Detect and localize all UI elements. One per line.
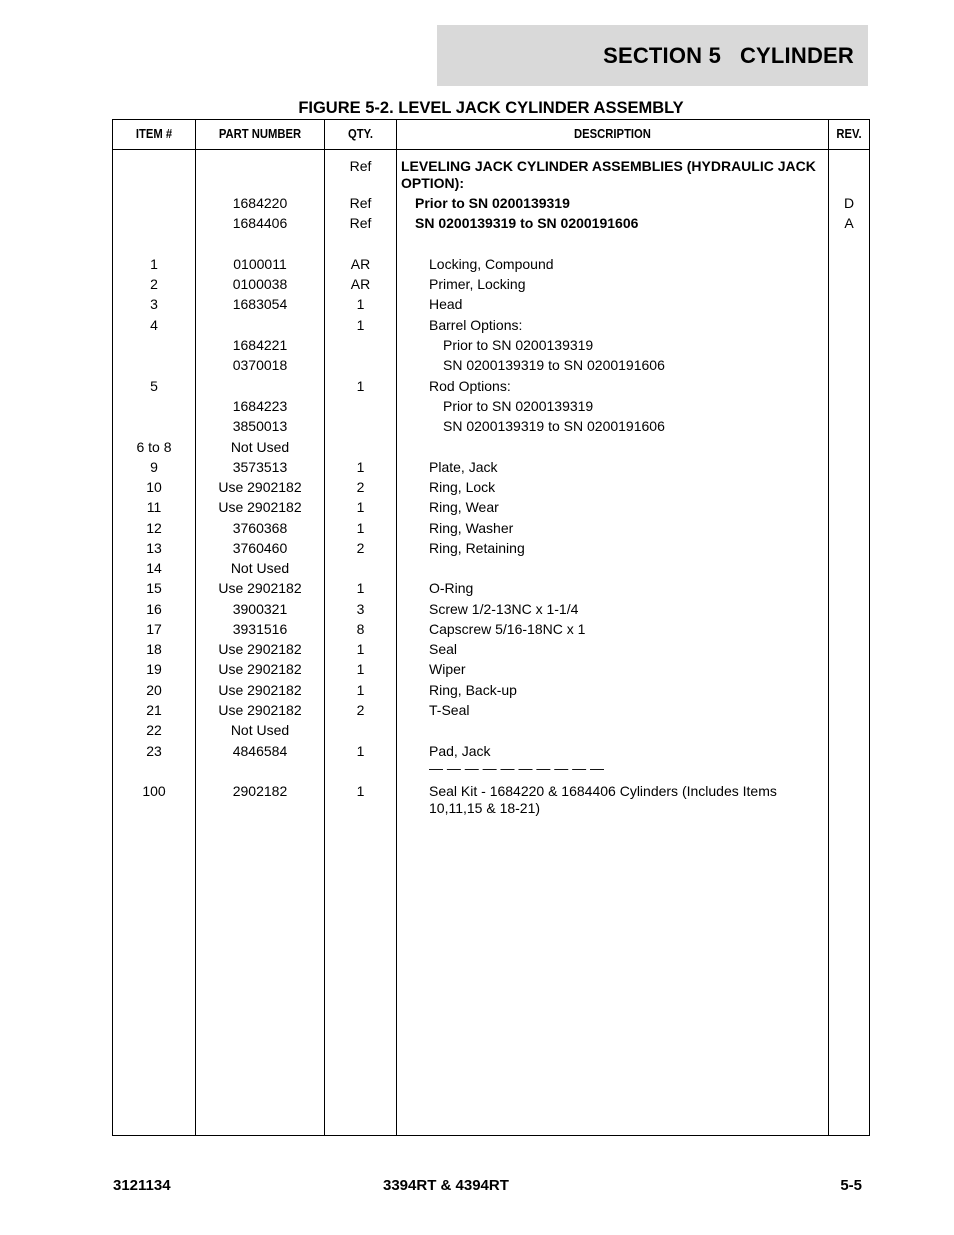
item-cell: 5 (150, 378, 158, 394)
part-number-cell: 0100011 (233, 256, 287, 272)
part-number-cell: Use 2902182 (218, 580, 302, 596)
item-cell: 15 (146, 580, 162, 596)
rev-cell: A (844, 215, 854, 231)
qty-cell: 8 (356, 621, 365, 637)
item-cell: 6 to 8 (136, 439, 172, 455)
description-cell: Prior to SN 0200139319 (443, 337, 594, 353)
item-cell: 17 (146, 621, 162, 637)
description-cell: T-Seal (429, 702, 470, 718)
description-cell: Screw 1/2-13NC x 1-1/4 (429, 601, 579, 617)
column-divider (828, 120, 829, 1135)
description-cell: Ring, Lock (429, 479, 496, 495)
part-number-cell: 0100038 (232, 276, 288, 292)
item-cell: 13 (146, 540, 162, 556)
item-cell: 19 (146, 661, 162, 677)
part-number-cell: Use 2902182 (218, 702, 302, 718)
part-number-cell: Not Used (230, 722, 290, 738)
header-divider (113, 149, 869, 150)
qty-cell: 2 (356, 540, 365, 556)
item-cell: 14 (146, 560, 162, 576)
qty-cell: 3 (356, 601, 365, 617)
item-cell: 20 (146, 682, 162, 698)
part-number-cell: 0370018 (232, 357, 288, 373)
qty-cell: 1 (356, 641, 365, 657)
part-number-cell: Use 2902182 (218, 499, 302, 515)
description-cell: Plate, Jack (429, 459, 498, 475)
header-rev: REV. (836, 127, 862, 141)
description-cell: Prior to SN 0200139319 (443, 398, 594, 414)
item-cell: 100 (142, 783, 166, 799)
qty-cell: 1 (356, 499, 365, 515)
description-cell: Seal Kit - 1684220 & 1684406 Cylinders (Includes Items 10,11,15 & 18-21) (429, 783, 777, 816)
qty-cell: 2 (356, 479, 365, 495)
footer-doc-number: 3121134 (113, 1177, 171, 1194)
part-number-cell: Use 2902182 (218, 479, 302, 495)
parts-table (112, 119, 870, 1136)
part-number-cell: 3900321 (232, 601, 288, 617)
qty-cell: 1 (356, 783, 365, 799)
item-cell: 12 (146, 520, 162, 536)
item-cell: 10 (146, 479, 162, 495)
qty-cell: AR (350, 276, 371, 292)
description-cell: SN 0200139319 to SN 0200191606 (443, 357, 665, 373)
description-cell: Rod Options: (429, 378, 511, 394)
description-cell: Barrel Options: (429, 317, 523, 333)
description-cell: LEVELING JACK CYLINDER ASSEMBLIES (HYDRAULIC JACK OPTION): (401, 158, 816, 191)
item-cell: 3 (150, 296, 158, 312)
item-cell: 9 (150, 459, 158, 475)
description-cell: Seal (429, 641, 458, 657)
item-cell: 2 (150, 276, 158, 292)
part-number-cell: 1683054 (232, 296, 288, 312)
item-cell: 21 (146, 702, 162, 718)
item-cell: 23 (146, 743, 162, 759)
footer-model: 3394RT & 4394RT (383, 1177, 509, 1194)
item-cell: 1 (150, 256, 158, 272)
qty-cell: Ref (349, 195, 372, 211)
qty-cell: 1 (356, 296, 365, 312)
item-cell: 22 (146, 722, 162, 738)
qty-cell: 1 (356, 743, 365, 759)
part-number-cell: Use 2902182 (218, 661, 302, 677)
part-number-cell: 1684223 (232, 398, 288, 414)
part-number-cell: 2902182 (232, 783, 288, 799)
qty-cell: Ref (349, 215, 372, 231)
part-number-cell: 3760368 (232, 520, 288, 536)
part-number-cell: 1684406 (232, 215, 288, 231)
qty-cell: 1 (356, 378, 365, 394)
part-number-cell: Not Used (230, 439, 290, 455)
part-number-cell: 1684220 (232, 195, 288, 211)
qty-cell: 1 (356, 682, 365, 698)
header-item: ITEM # (135, 127, 173, 141)
description-cell: Pad, Jack (429, 743, 491, 759)
qty-cell: Ref (349, 158, 372, 174)
description-cell: SN 0200139319 to SN 0200191606 (443, 418, 665, 434)
qty-cell: 1 (356, 459, 365, 475)
item-cell: 18 (146, 641, 162, 657)
description-cell: SN 0200139319 to SN 0200191606 (415, 215, 639, 231)
part-number-cell: Use 2902182 (218, 641, 302, 657)
description-cell: Wiper (429, 661, 466, 677)
part-number-cell: 3760460 (232, 540, 288, 556)
part-number-cell: Not Used (230, 560, 290, 576)
description-cell: Ring, Washer (429, 520, 514, 536)
header-qty: QTY. (347, 127, 374, 141)
section-header: SECTION 5 CYLINDER (437, 25, 868, 86)
part-number-cell: 3573513 (232, 459, 288, 475)
qty-cell: 2 (356, 702, 365, 718)
qty-cell: AR (350, 256, 371, 272)
qty-cell: 1 (356, 317, 365, 333)
rev-cell: D (843, 195, 855, 211)
item-cell: 11 (146, 499, 162, 515)
qty-cell: 1 (356, 520, 365, 536)
part-number-cell: Use 2902182 (218, 682, 302, 698)
description-cell: Ring, Retaining (429, 540, 525, 556)
description-cell: Primer, Locking (429, 276, 526, 292)
description-cell: O-Ring (429, 580, 474, 596)
figure-title: FIGURE 5-2. LEVEL JACK CYLINDER ASSEMBLY (298, 99, 684, 117)
description-cell: Head (429, 296, 463, 312)
item-cell: 16 (146, 601, 162, 617)
description-cell: Locking, Compound (429, 256, 554, 272)
part-number-cell: 3850013 (232, 418, 288, 434)
description-cell: Prior to SN 0200139319 (415, 195, 570, 211)
qty-cell: 1 (356, 661, 365, 677)
part-number-cell: 4846584 (232, 743, 288, 759)
part-number-cell: 3931516 (232, 621, 288, 637)
description-cell: Capscrew 5/16-18NC x 1 (429, 621, 586, 637)
header-part-number: PART NUMBER (218, 127, 302, 141)
part-number-cell: 1684221 (232, 337, 288, 353)
qty-cell: 1 (356, 580, 365, 596)
header-description: DESCRIPTION (574, 127, 651, 141)
item-cell: 4 (150, 317, 158, 333)
footer-page-number: 5-5 (840, 1177, 862, 1194)
description-cell: Ring, Wear (429, 499, 499, 515)
description-cell: Ring, Back-up (429, 682, 517, 698)
description-cell: — — — — — — — — — — (429, 760, 605, 776)
